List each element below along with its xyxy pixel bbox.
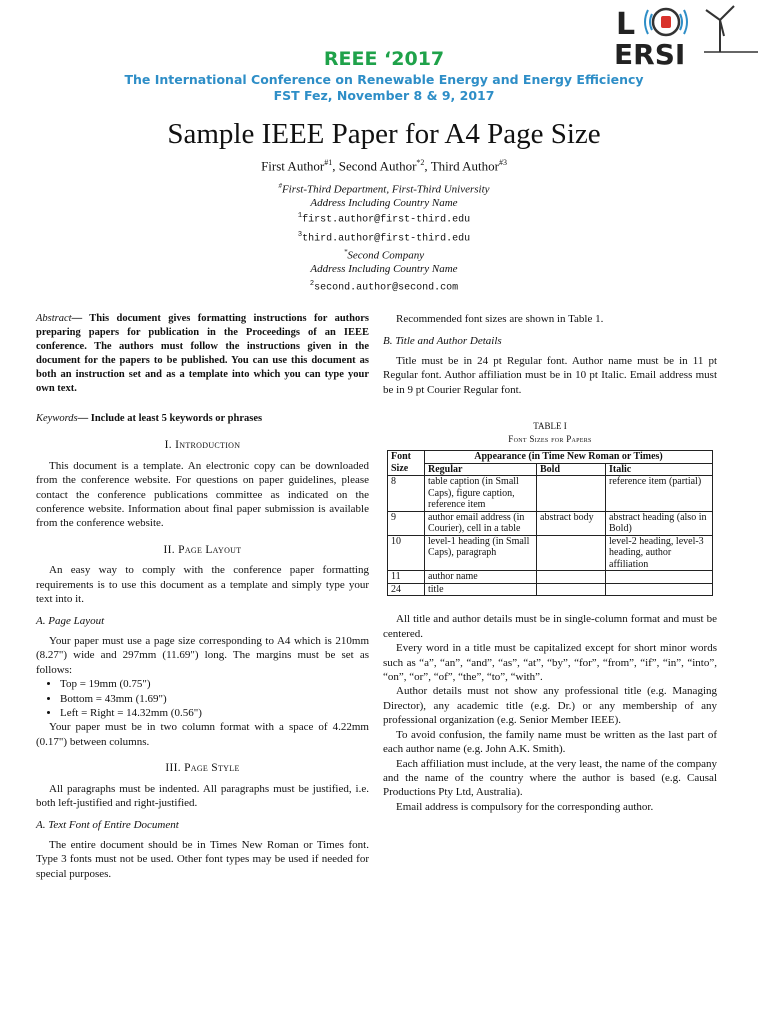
- table-cell: author name: [425, 571, 537, 584]
- author-name: Second Author: [338, 158, 417, 174]
- affiliation-2-line-1: *Second Company: [343, 248, 425, 262]
- table-cell: 9: [388, 511, 425, 535]
- table-cell: reference item (partial): [606, 476, 713, 512]
- conference-short-title: REEE ‘2017: [323, 48, 445, 70]
- author-mark: #3: [498, 158, 507, 167]
- antenna-icon: [645, 9, 687, 35]
- affiliation-1-line-2: Address Including Country Name: [310, 197, 458, 209]
- list-item: • Top = 19mm (0.75"): [60, 677, 369, 691]
- table-cell: table caption (in Small Caps), figure caption, reference item: [425, 476, 537, 512]
- author-mark: *2: [416, 158, 425, 167]
- conference-full-title: The International Conference on Renewable Energy and Energy Efficiency: [124, 72, 644, 87]
- email-1: $^1$first.author@first-third.edu: [297, 212, 471, 226]
- affiliation-2-line-2: Address Including Country Name: [310, 263, 458, 275]
- section-heading-page-style: III. Page Style: [165, 762, 240, 775]
- paragraph-page-layout: An easy way to comply with the conference paper formatting requirements is to use this document as a template and simply type your text into it.: [36, 564, 369, 606]
- author-name: Third Author: [430, 158, 499, 174]
- email-2: $^2$second.author@second.com: [309, 280, 459, 294]
- table-cell: level-1 heading (in Small Caps), paragraph: [425, 535, 537, 571]
- subsection-heading-page-layout: A. Page Layout: [36, 615, 105, 628]
- list-item: • Bottom = 43mm (1.69"): [60, 692, 369, 706]
- paragraph-email: Email address is compulsory for the corresponding author.: [396, 800, 654, 813]
- paragraph-professional-title: Author details must not show any professional title (e.g. Managing Director), any academic title (e.g. Dr.) or any membership of any professional organization (e.g. Senior Member IEEE).: [383, 685, 717, 727]
- table-cell: abstract heading (also in Bold): [606, 511, 713, 535]
- section-heading-page-layout: II. Page Layout: [163, 543, 242, 556]
- table-header-appearance: Appearance (in Time New Roman or Times): [425, 451, 713, 464]
- table-cell: [606, 571, 713, 584]
- left-column: [36, 312, 369, 881]
- table-cell: 10: [388, 535, 425, 571]
- paragraph-single-column: All title and author details must be in single-column format and must be centered.: [383, 613, 717, 640]
- paragraph-capitalization: Every word in a title must be capitalized except for short minor words such as “a”, “an”, “and”, “as”, “at”, “by”, “for”, “from”, “if”, “in”, “into”, “on”, “or”, “of”, “the”, “to”, “with”.: [383, 642, 717, 684]
- author-line: First Author$^{\#1}$, Second Author$^{*2}$, Third Author$^{\#3}$: [261, 158, 507, 174]
- paragraph-font-sizes: Recommended font sizes are shown in Table 1.: [396, 313, 604, 325]
- subsection-heading-title-author: B. Title and Author Details: [383, 335, 502, 348]
- table-header-bold: Bold: [537, 463, 606, 476]
- right-column: [383, 312, 717, 814]
- paragraph-affiliation: Each affiliation must include, at the very least, the name of the company and the name of the country where the author is based (e.g. Causal Productions Pty Ltd, Australia).: [383, 757, 717, 799]
- paragraph-title-author: Title must be in 24 pt Regular font. Author name must be in 11 pt Regular font. Author affiliation must be in 10 pt Italic. Email address must be in 9 pt Courier Regular font.: [383, 354, 717, 396]
- author-name: First Author: [261, 158, 325, 174]
- table-row: [388, 511, 713, 535]
- table-cell: 11: [388, 571, 425, 584]
- table-header-regular: Regular: [425, 463, 537, 476]
- logo-letter-l: L: [616, 7, 636, 42]
- table-cell: [537, 476, 606, 512]
- list-item: • Left = Right = 14.32mm (0.56"): [60, 706, 369, 720]
- wind-turbine-icon: [704, 6, 758, 52]
- table-cell: level-2 heading, level-3 heading, author affiliation: [606, 535, 713, 571]
- logo-text-ersi: ERSI: [614, 38, 686, 68]
- keywords: Keywords— Include at least 5 keywords or phrases: [36, 413, 263, 424]
- table-cell: [537, 535, 606, 571]
- table-row: [388, 571, 713, 584]
- paragraph-text-font: The entire document should be in Times New Roman or Times font. Type 3 fonts must not be used. Other font types may be used if needed for special purposes.: [36, 838, 369, 880]
- table-cell: title: [425, 583, 537, 596]
- table-row: [388, 583, 713, 596]
- margins-list: [36, 677, 369, 720]
- abstract: Abstract— This document gives formatting instructions for authors preparing papers for publication in the Proceedings of an IEEE conference. The authors must follow the instructions given in the document for the papers to be published. You can use this document as both an instruction set and as a template into which you can type your own text.: [36, 313, 369, 394]
- table-cell: 8: [388, 476, 425, 512]
- paragraph-columns: Your paper must be in two column format with a space of 4.22mm (0.17") between columns.: [36, 721, 369, 748]
- table-cell: abstract body: [537, 511, 606, 535]
- conference-location-date: FST Fez, November 8 & 9, 2017: [273, 88, 495, 103]
- paper-title: Sample IEEE Paper for A4 Page Size: [167, 118, 601, 150]
- email-3: $^3$third.author@first-third.edu: [297, 231, 471, 245]
- table-title: Font Sizes for Papers: [508, 434, 592, 445]
- author-mark: #1: [324, 158, 333, 167]
- paragraph-introduction: This document is a template. An electronic copy can be downloaded from the conference website. For questions on paper guidelines, please contact the conference publications committee as indicated on the conference website. Information about final paper submission is available from the conference website.: [36, 459, 369, 530]
- subsection-heading-text-font: A. Text Font of Entire Document: [36, 819, 179, 832]
- table-caption: TABLE I: [533, 421, 567, 432]
- lersi-logo: [608, 2, 760, 68]
- table-header-size: Font Size: [388, 451, 425, 476]
- table-row: [388, 535, 713, 571]
- paragraph-page-style: All paragraphs must be indented. All paragraphs must be justified, i.e. both left-justified and right-justified.: [36, 782, 369, 809]
- table-cell: 24: [388, 583, 425, 596]
- table-header-italic: Italic: [606, 463, 713, 476]
- section-heading-introduction: I. Introduction: [164, 439, 241, 452]
- table-cell: [537, 571, 606, 584]
- table-cell: author email address (in Courier), cell in a table: [425, 511, 537, 535]
- affiliation-1-line-1: #First-Third Department, First-Third University: [278, 182, 490, 196]
- font-size-table: [387, 450, 713, 596]
- table-cell: [606, 583, 713, 596]
- paragraph-page-size: Your paper must use a page size corresponding to A4 which is 210mm (8.27") wide and 297mm (11.69") long. The margins must be set as follows:: [36, 634, 369, 676]
- table-row: [388, 476, 713, 512]
- table-cell: [537, 583, 606, 596]
- paragraph-family-name: To avoid confusion, the family name must be written as the last part of each author name (e.g. John A.K. Smith).: [383, 728, 717, 756]
